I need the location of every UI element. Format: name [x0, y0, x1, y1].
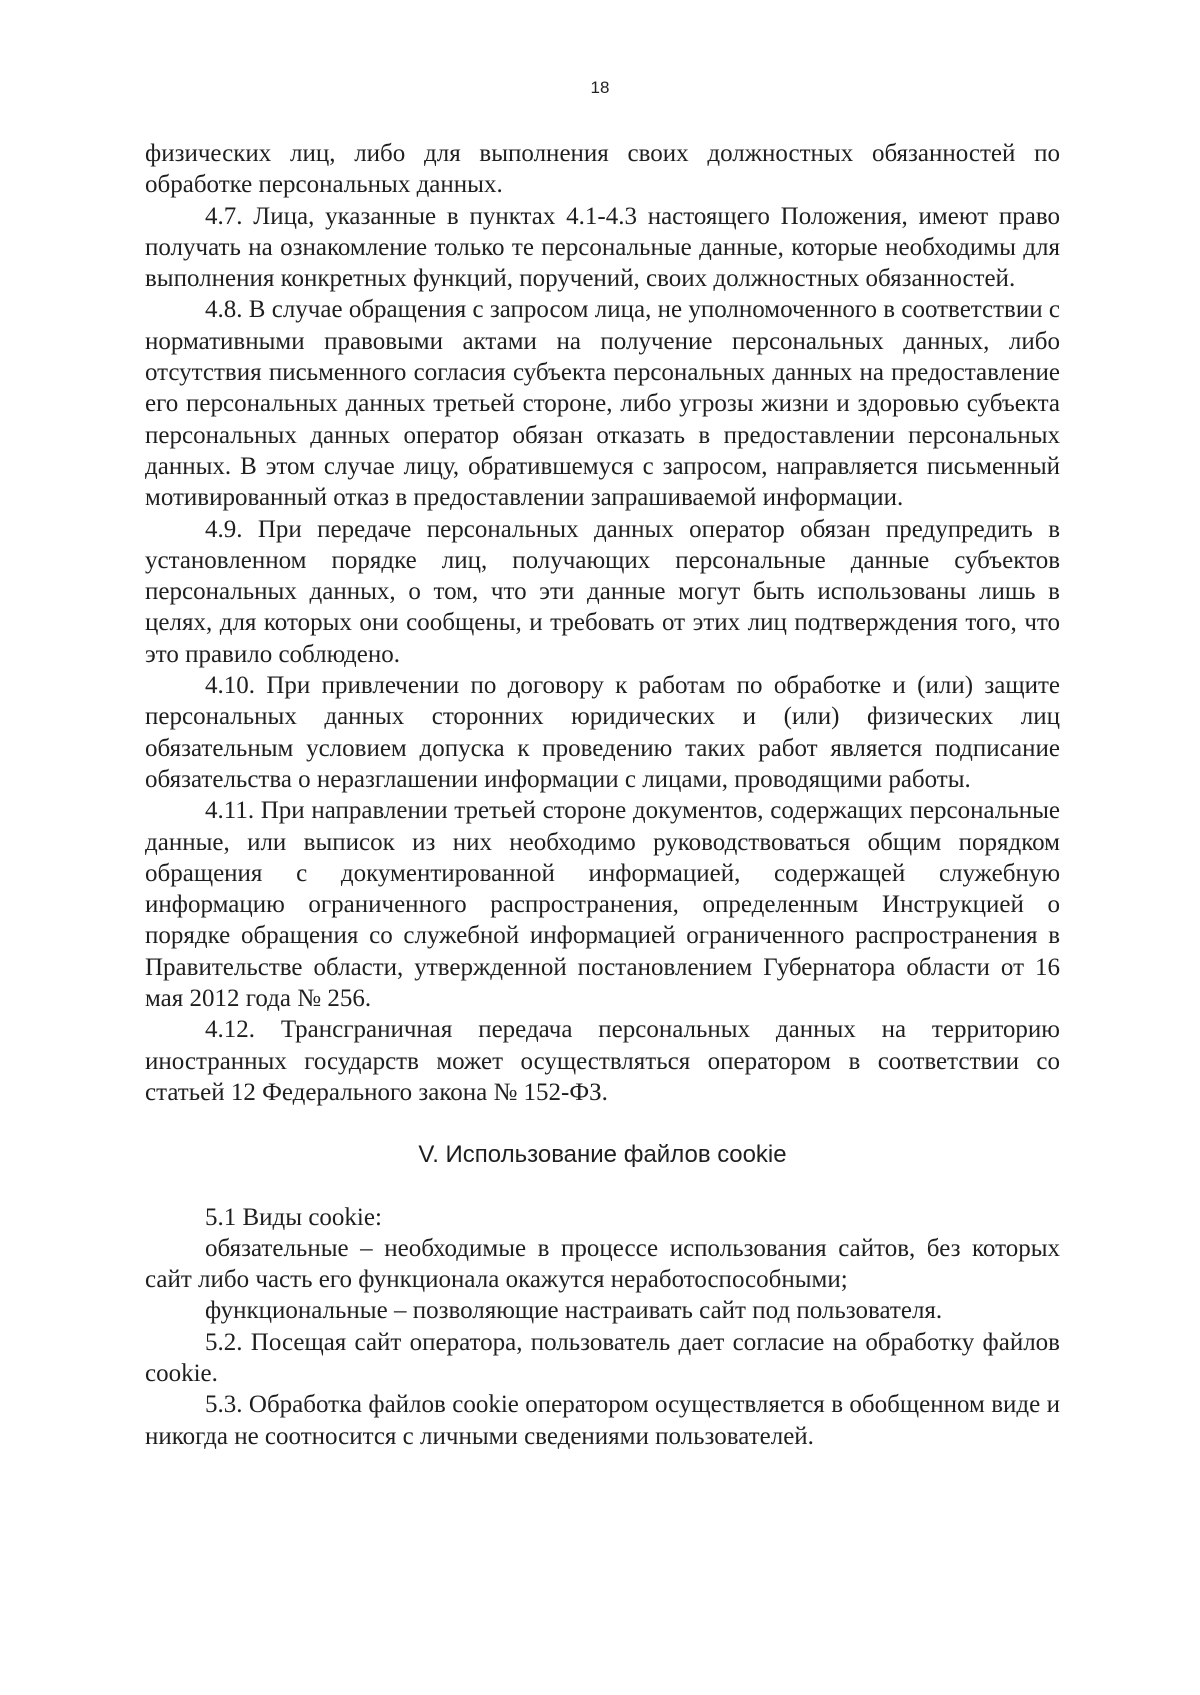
section-heading-cookie: V. Использование файлов cookie — [418, 1141, 787, 1169]
paragraph-4-10: 4.10. При привлечении по договору к работам по обработке и (или) защите персональных данных сторонних юридических и (или) физических лиц обязательным условием допуска к проведению таких работ является подписание обязательства о неразглашении информации с лицами, проводящими работы. — [145, 672, 1060, 793]
paragraph-5-1-required: обязательные – необходимые в процессе использования сайтов, без которых сайт либо часть его функционала окажутся неработоспособными; — [145, 1234, 1060, 1294]
paragraph-4-11: 4.11. При направлении третьей стороне документов, содержащих персональные данные, или выписок из них необходимо руководствоваться общим порядком обращения с документированной информацией, содержащей служебную информацию ограниченного распространения, определенным Инструкцией о порядке обращения со служебной информацией ограниченного распространения в Правительстве области, утвержденной постановлением Губернатора области от 16 мая 2012 года № 256. — [145, 797, 1060, 1013]
page-number: 18 — [590, 78, 610, 97]
paragraph-5-2: 5.2. Посещая сайт оператора, пользователь дает согласие на обработку файлов cookie. — [145, 1328, 1060, 1387]
paragraph-5-1-functional: функциональные – позволяющие настраивать сайт под пользователя. — [205, 1297, 943, 1325]
paragraph-5-3: 5.3. Обработка файлов cookie оператором осуществляется в обобщенном виде и никогда не соотносится с личными сведениями пользователей. — [145, 1391, 1060, 1450]
paragraph-continuation: физических лиц, либо для выполнения своих должностных обязанностей по обработке персональных данных. — [145, 140, 1060, 199]
paragraph-5-1: 5.1 Виды cookie: — [205, 1203, 382, 1231]
paragraph-4-9: 4.9. При передаче персональных данных оператор обязан предупредить в установленном порядке лиц, получающих персональные данные субъектов персональных данных, о том, что эти данные могут быть использованы лишь в целях, для которых они сообщены, и требовать от этих лиц подтверждения того, что это правило соблюдено. — [145, 515, 1060, 668]
paragraph-4-7: 4.7. Лица, указанные в пунктах 4.1-4.3 настоящего Положения, имеют право получать на ознакомление только те персональные данные, которые необходимы для выполнения конкретных функций, поручений, своих должностных обязанностей. — [145, 202, 1060, 293]
page-body — [145, 138, 1060, 1452]
paragraph-4-12: 4.12. Трансграничная передача персональных данных на территорию иностранных государств может осуществляться оператором в соответствии со статьей 12 Федерального закона № 152-ФЗ. — [145, 1016, 1060, 1106]
paragraph-4-8: 4.8. В случае обращения с запросом лица, не уполномоченного в соответствии с нормативными правовыми актами на получение персональных данных, либо отсутствия письменного согласия субъекта персональных данных на предоставление его персональных данных третьей стороне, либо угрозы жизни и здоровью субъекта персональных данных оператор обязан отказать в предоставлении персональных данных. В этом случае лицу, обратившемуся с запросом, направляется письменный мотивированный отказ в предоставлении запрашиваемой информации. — [145, 296, 1060, 512]
